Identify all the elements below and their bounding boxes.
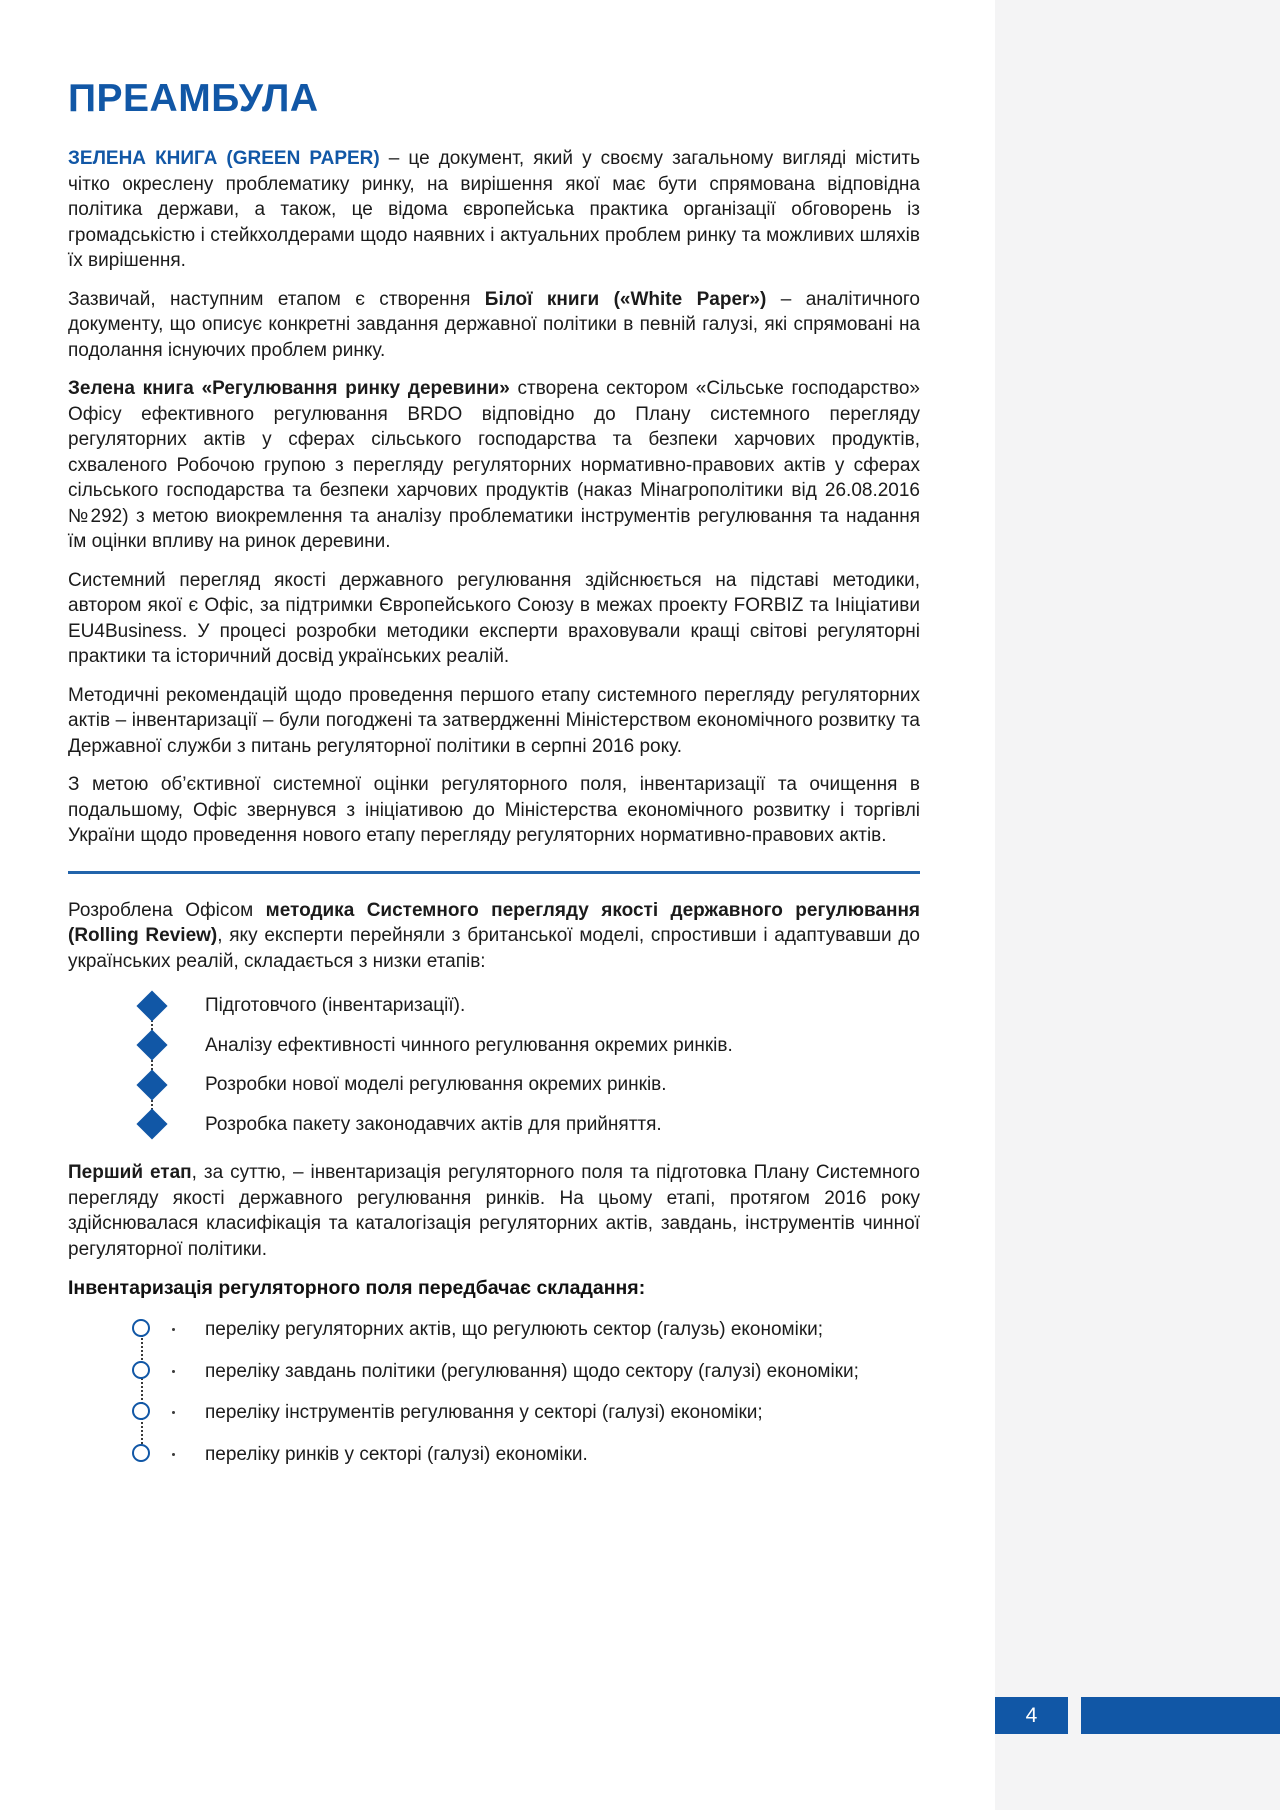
paragraph-green-paper (68, 146, 920, 274)
document-body (68, 78, 920, 1475)
list-item (68, 1026, 920, 1066)
list-item-label: Аналізу ефективності чинного регулювання окремих ринків. (205, 1034, 733, 1056)
circle-bullet-icon (132, 1402, 150, 1420)
text-segment: Зазвичай, наступним етапом є створення (68, 288, 485, 310)
diamond-bullet-icon (136, 1109, 167, 1140)
section-divider (68, 871, 920, 874)
inventory-heading: Інвентаризація регуляторного поля передбачає складання: (68, 1277, 646, 1299)
diamond-bullet-icon (136, 990, 167, 1021)
list-item (68, 1105, 920, 1145)
list-item-label: Розробка пакету законодавчих актів для прийняття. (205, 1113, 662, 1135)
text-segment: ЗЕЛЕНА КНИГА (GREEN PAPER) (68, 148, 380, 169)
text-segment: – це документ, який у своєму загальному вигляді містить чітко окреслену проблематику ринку, на вирішення якої має бути спрямована відповідна політика держави, а також, це відома європейська практика організації обговорень із громадськістю і стейкхолдерами щодо наявних і актуальних проблем ринку та можливих шляхів їх вирішення. (68, 148, 920, 271)
list-item-label: переліку ринків у секторі (галузі) економіки. (205, 1443, 588, 1465)
text-segment: – аналітичного документу, що описує конкретні завдання державної політики в певній галузі, які спрямовані на подолання існуючих проблем ринку. (68, 288, 920, 361)
text-segment: Методичні рекомендацій щодо проведення першого етапу системного перегляду регуляторних актів – інвентаризації – були погоджені та затвердженні Міністерством економічного розвитку та Державної служби з питань регуляторної політики в серпні 2016 року. (68, 684, 920, 757)
paragraph-method-recommendations (68, 683, 920, 760)
inventory-list (68, 1309, 920, 1475)
diamond-bullet-icon (136, 1069, 167, 1100)
stages-list (68, 986, 920, 1144)
leader-dot-icon (172, 1453, 175, 1456)
list-item (68, 1309, 920, 1351)
right-margin-panel (995, 0, 1280, 1810)
paragraph-white-paper (68, 287, 920, 364)
paragraph-systemic-review (68, 568, 920, 670)
text-segment: Системний перегляд якості державного регулювання здійснюється на підставі методики, автором якої є Офіс, за підтримки Європейського Союзу в межах проекту FORBIZ та Ініціативи EU4Business. У процесі розробки методики експерти враховували кращі світові регуляторні практики та історичний досвід українських реалій. (68, 569, 920, 667)
text-segment: методика Системного перегляду якості державного регулювання (Rolling Review) (68, 899, 921, 946)
list-item (68, 986, 920, 1026)
circle-bullet-icon (132, 1444, 150, 1462)
paragraph-rolling-review (68, 898, 920, 975)
paragraph-first-stage (68, 1160, 920, 1262)
diamond-bullet-icon (136, 1030, 167, 1061)
list-item-label: переліку інструментів регулювання у секторі (галузі) економіки; (205, 1402, 763, 1423)
list-item (68, 1065, 920, 1105)
text-segment: Розроблена Офісом (68, 899, 266, 921)
text-segment: З метою об’єктивної системної оцінки регуляторного поля, інвентаризації та очищення в подальшому, Офіс звернувся з ініціативою до Міністерства економічного розвитку і торгівлі України щодо проведення нового етапу перегляду регуляторних нормативно-правових актів. (68, 774, 920, 846)
page-number-badge (995, 1697, 1068, 1734)
list-item-label: Розробки нової моделі регулювання окремих ринків. (205, 1074, 667, 1095)
list-item (68, 1351, 920, 1393)
page-number: 4 (1025, 1703, 1038, 1727)
list-item-label: переліку завдань політики (регулювання) щодо сектору (галузі) економіки; (205, 1360, 859, 1382)
text-segment: створена сектором «Сільське господарство» Офісу ефективного регулювання BRDO відповідно до Плану системного перегляду регуляторних актів у сферах сільського господарства та безпеки харчових продуктів, схваленого Робочою групою з перегляду регуляторних нормативно-правових актів у сферах сільського господарства та безпеки харчових продуктів (наказ Мінагрополітики від 26.08.2016 №292) з метою виокремлення та аналізу проблематики інструментів регулювання та надання їм оцінки впливу на ринок деревини. (68, 378, 920, 552)
list-item (68, 1434, 920, 1476)
paragraph-green-book-timber (68, 376, 920, 555)
circle-bullet-icon (132, 1361, 150, 1379)
text-segment: , яку експерти перейняли з британської моделі, спростивши і адаптувавши до українських реалій, складається з низки етапів: (68, 925, 920, 972)
paragraph-objective-assessment (68, 772, 920, 849)
list-item-label: переліку регуляторних актів, що регулюють сектор (галузь) економіки; (205, 1319, 824, 1340)
list-item-label: Підготовчого (інвентаризації). (205, 995, 466, 1016)
leader-dot-icon (172, 1370, 175, 1373)
leader-dot-icon (172, 1411, 175, 1414)
text-segment: Білої книги («White Paper») (484, 288, 767, 310)
leader-dot-icon (172, 1328, 175, 1331)
text-segment: Перший етап (68, 1162, 192, 1183)
text-segment: Зелена книга «Регулювання ринку деревини» (68, 378, 510, 399)
footer-accent-bar (1081, 1697, 1280, 1734)
list-item (68, 1392, 920, 1434)
circle-bullet-icon (132, 1319, 150, 1337)
page-title: ПРЕАМБУЛА (68, 77, 319, 120)
text-segment: , за суттю, – інвентаризація регуляторного поля та підготовка Плану Системного перегляду якості державного регулювання ринків. На цьому етапі, протягом 2016 року здійснювалася класифікація та каталогізація регуляторних актів, завдань, інструментів чинної регуляторної політики. (68, 1162, 920, 1260)
